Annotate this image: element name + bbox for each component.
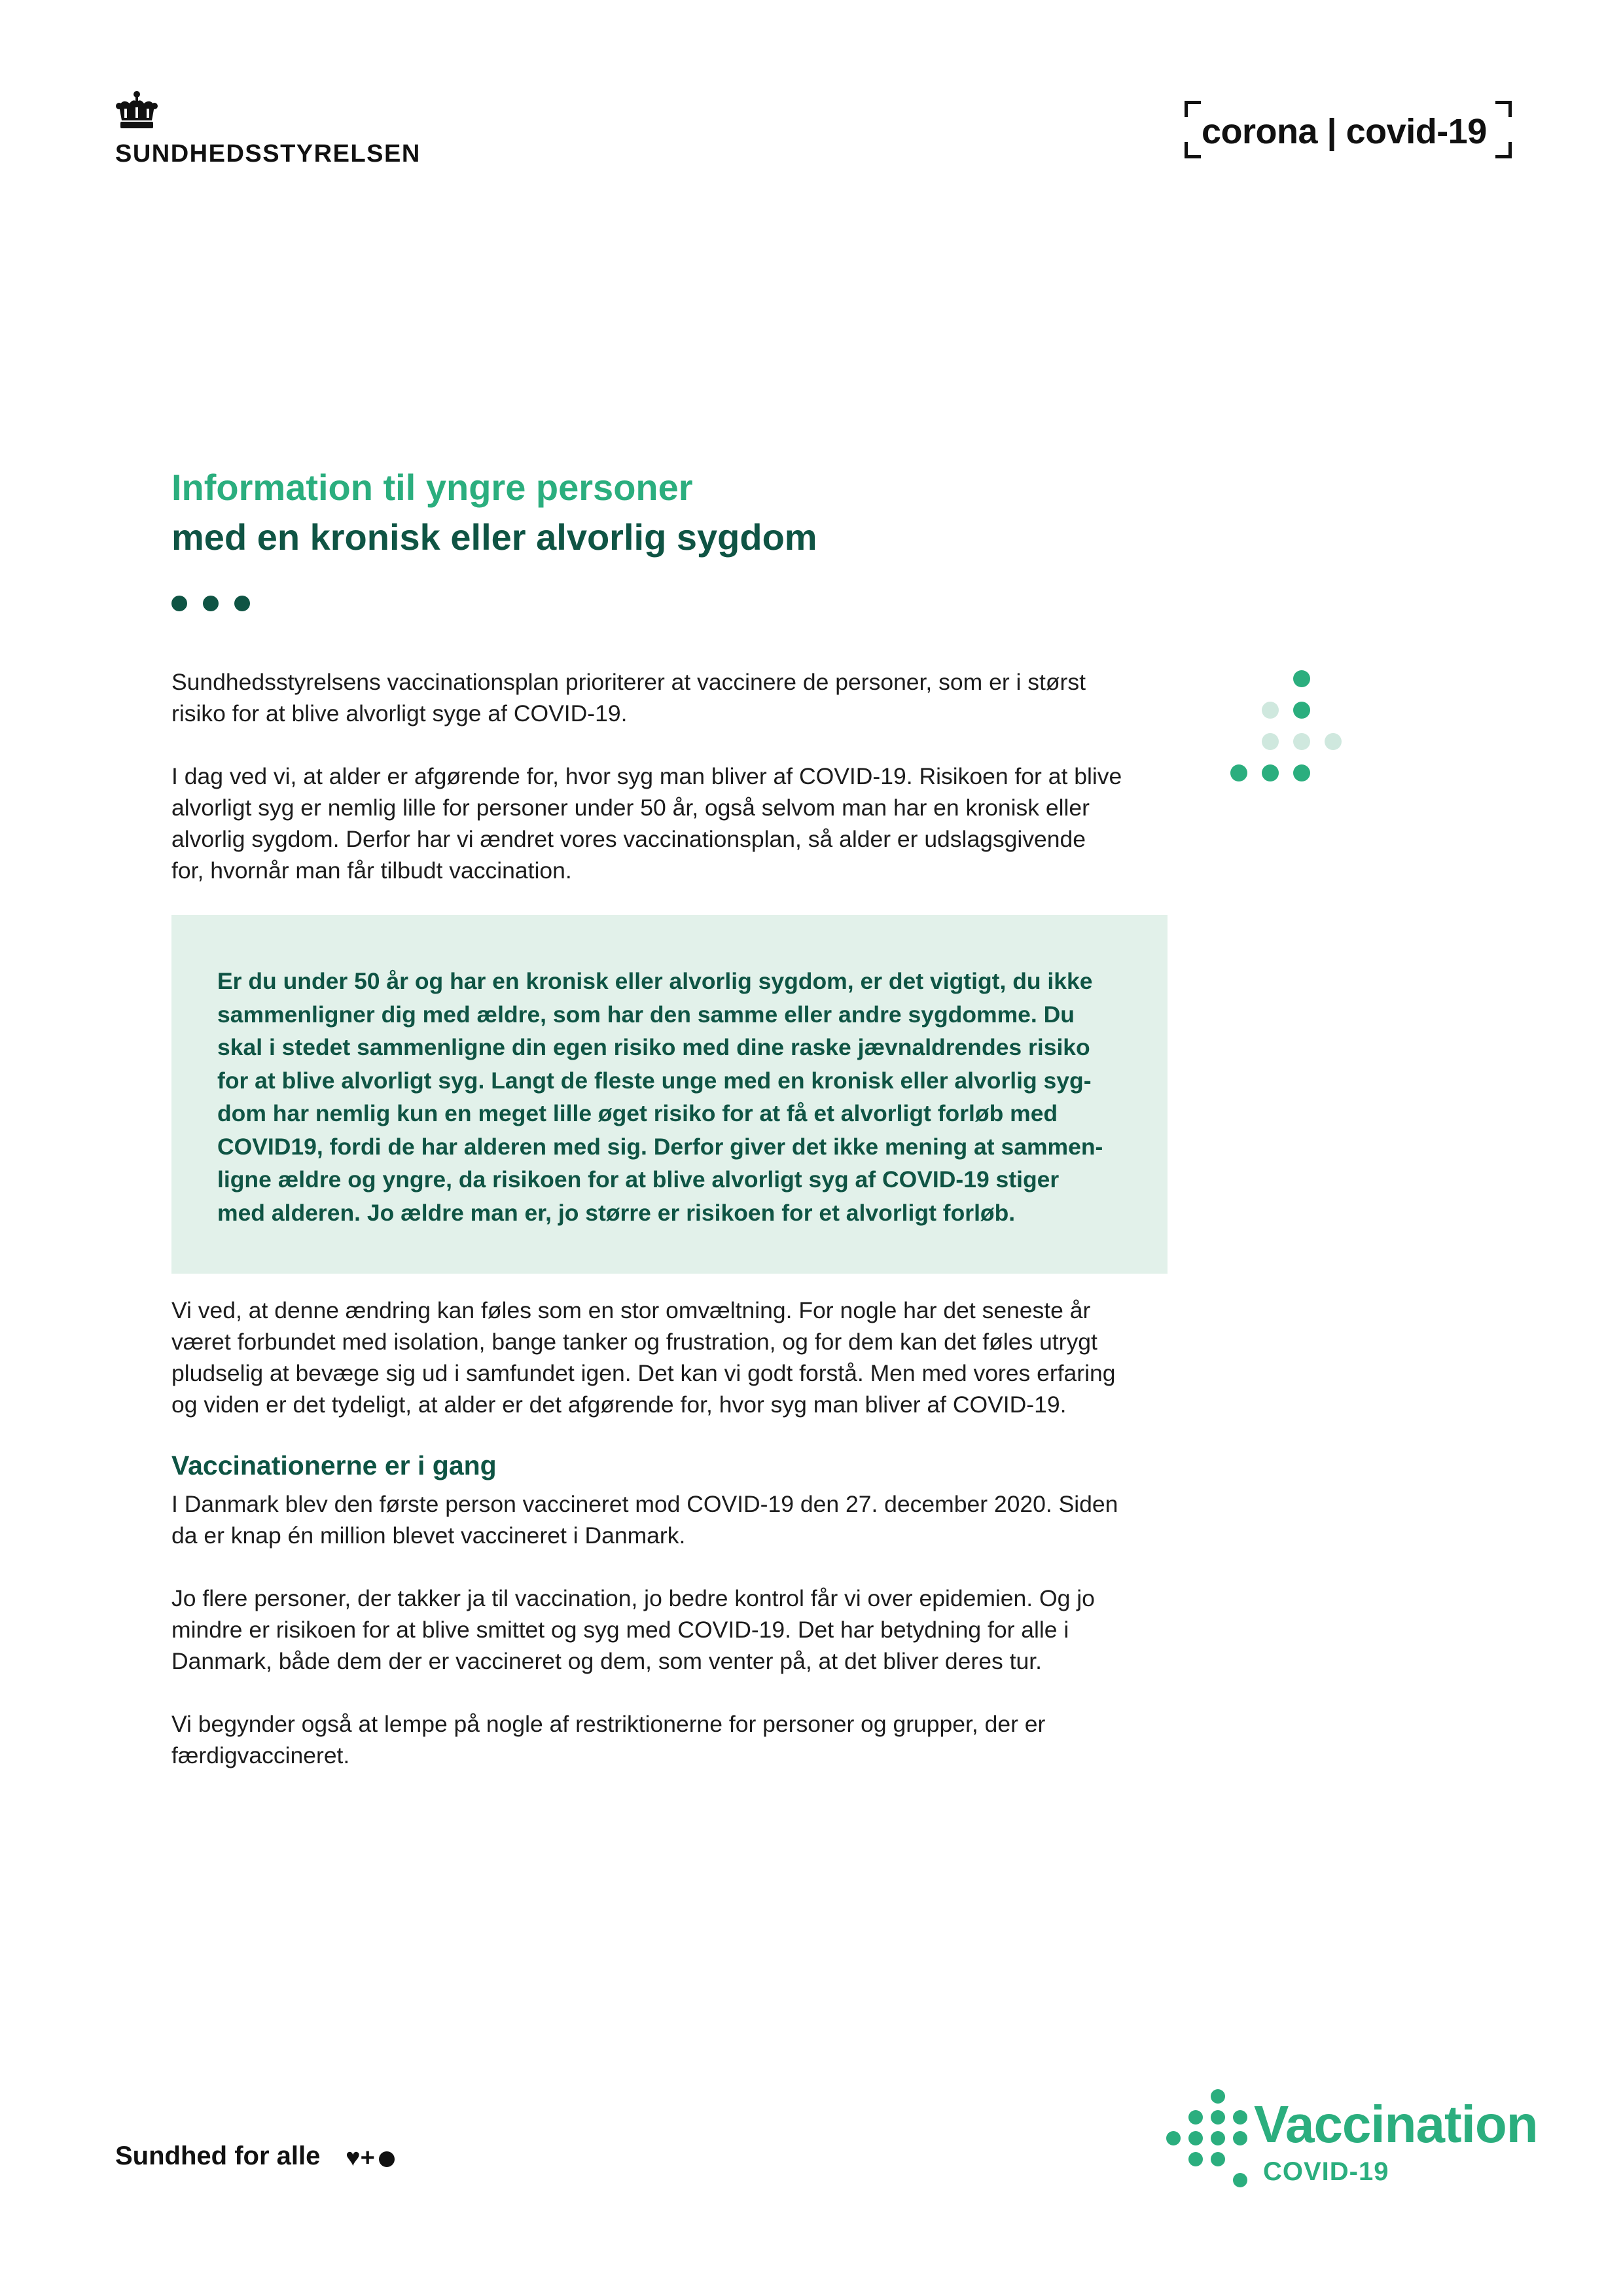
dot-icon <box>1166 2131 1181 2145</box>
dot-icon <box>1188 2152 1203 2166</box>
text-line: Danmark, både dem der er vaccineret og dem, som venter på, at det bliver deres tur. <box>171 1648 1042 1674</box>
dot-icon <box>1188 2131 1203 2145</box>
dot-icon <box>1230 764 1247 781</box>
text-line: Sundhedsstyrelsens vaccinationsplan prioriterer at vaccinere de personer, som er i størst <box>171 669 1086 695</box>
text-line: risiko for at blive alvorligt syge af COVID-19. <box>171 700 628 726</box>
text-line: for at blive alvorligt syg. Langt de fleste unge med en kronisk eller alvorlig syg- <box>217 1067 1092 1094</box>
bracket-corner-bottom-right <box>1495 142 1512 158</box>
bracket-corner-top-right <box>1495 101 1512 117</box>
text-line: færdigvaccineret. <box>171 1742 350 1768</box>
dot-icon <box>1262 733 1279 750</box>
intro-paragraph <box>171 666 1166 729</box>
corona-covid19-logo <box>1185 98 1512 161</box>
text-line: ligne ældre og yngre, da risikoen for at blive alvorligt syg af COVID-19 stiger <box>217 1166 1060 1193</box>
text-line: Vi ved, at denne ændring kan føles som en stor omvæltning. For nogle har det seneste år <box>171 1297 1091 1323</box>
footer-slogan: Sundhed for alle <box>115 2142 321 2170</box>
dot-icon <box>1211 2152 1225 2166</box>
decorative-dot-grid <box>1230 670 1348 788</box>
dot-icon <box>234 596 250 611</box>
text-line: Jo flere personer, der takker ja til vaccination, jo bedre kontrol får vi over epidemien. Og jo <box>171 1585 1095 1611</box>
campaign-logo-text: corona | covid-19 <box>1202 112 1487 151</box>
dot-icon <box>1293 702 1310 719</box>
text-line: alvorlig sygdom. Derfor har vi ændret vores vaccinationsplan, så alder er udslagsgivende <box>171 826 1086 852</box>
dot-icon <box>1233 2173 1247 2187</box>
text-line: I Danmark blev den første person vaccineret mod COVID-19 den 27. december 2020. Siden <box>171 1491 1118 1517</box>
bracket-corner-bottom-left <box>1185 142 1201 158</box>
crown-icon <box>115 90 158 134</box>
text-line: alvorligt syg er nemlig lille for personer under 50 år, også selvom man har en kronisk eller <box>171 795 1090 821</box>
dot-icon <box>1233 2110 1247 2125</box>
section-heading: Vaccinationerne er i gang <box>171 1450 497 1480</box>
text-line: Vi begynder også at lempe på nogle af restriktionerne for personer og grupper, der er <box>171 1711 1046 1737</box>
dot-icon <box>1211 2131 1225 2145</box>
dot-icon <box>1262 764 1279 781</box>
dot-icon <box>1262 702 1279 719</box>
page-title-line-1: Information til yngre personer <box>171 467 693 508</box>
dot-icon <box>1188 2110 1203 2125</box>
text-line: da er knap én million blevet vaccineret i Danmark. <box>171 1522 686 1549</box>
highlight-box <box>171 915 1168 1274</box>
dot-icon <box>1211 2089 1225 2104</box>
page-title-line-2: med en kronisk eller alvorlig sygdom <box>171 516 817 558</box>
restrictions-paragraph <box>171 1708 1166 1771</box>
org-name: SUNDHEDSSTYRELSEN <box>115 140 421 168</box>
text-line: for, hvornår man får tilbudt vaccination. <box>171 857 572 884</box>
dot-icon <box>1293 670 1310 687</box>
text-line: I dag ved vi, at alder er afgørende for, hvor syg man bliver af COVID-19. Risikoen for at blive <box>171 763 1122 789</box>
dot-icon <box>1233 2131 1247 2145</box>
text-line: og viden er det tydeligt, at alder er det afgørende for, hvor syg man bliver af COVID-19. <box>171 1391 1067 1418</box>
text-line: Er du under 50 år og har en kronisk eller alvorlig sygdom, er det vigtigt, du ikke <box>217 968 1093 994</box>
text-line: skal i stedet sammenligne din egen risiko med dine raske jævnaldrendes risiko <box>217 1034 1090 1060</box>
vaccination-wordmark: Vaccination <box>1254 2095 1538 2153</box>
text-line: dom har nemlig kun en meget lille øget risiko for at få et alvorligt forløb med <box>217 1100 1058 1126</box>
dot-icon <box>1293 733 1310 750</box>
text-line: sammenligner dig med ældre, som har den samme eller andre sygdomme. Du <box>217 1001 1075 1028</box>
circle-icon <box>379 2151 395 2167</box>
dot-icon <box>171 596 187 611</box>
age-paragraph <box>171 761 1166 886</box>
dot-icon <box>1211 2110 1225 2125</box>
text-line: pludselig at bevæge sig ud i samfundet igen. Det kan vi godt forstå. Men med vores erfaring <box>171 1360 1116 1386</box>
dot-icon <box>1325 733 1342 750</box>
footer-symbols-text: ♥+ <box>346 2144 375 2172</box>
text-line: været forbundet med isolation, bange tanker og frustration, og for dem kan det føles utrygt <box>171 1329 1097 1355</box>
highlight-text <box>217 965 1133 1229</box>
change-paragraph <box>171 1295 1166 1420</box>
text-line: med alderen. Jo ældre man er, jo større er risikoen for et alvorligt forløb. <box>217 1199 1016 1226</box>
dot-icon <box>1293 764 1310 781</box>
covid19-subtitle: COVID-19 <box>1263 2157 1389 2186</box>
bracket-corner-top-left <box>1185 101 1201 117</box>
vaccination-covid19-logo <box>1158 2089 1538 2200</box>
sundhedsstyrelsen-logo <box>115 90 423 169</box>
text-line: COVID19, fordi de har alderen med sig. Derfor giver det ikke mening at sammen- <box>217 1133 1103 1160</box>
dot-icon <box>203 596 219 611</box>
epidemic-control-paragraph <box>171 1583 1166 1677</box>
vaccination-start-paragraph <box>171 1488 1166 1551</box>
title-dots-decoration <box>171 596 266 615</box>
heart-plus-circle-icon <box>346 2144 395 2172</box>
text-line: mindre er risikoen for at blive smittet og syg med COVID-19. Det har betydning for alle i <box>171 1617 1069 1643</box>
